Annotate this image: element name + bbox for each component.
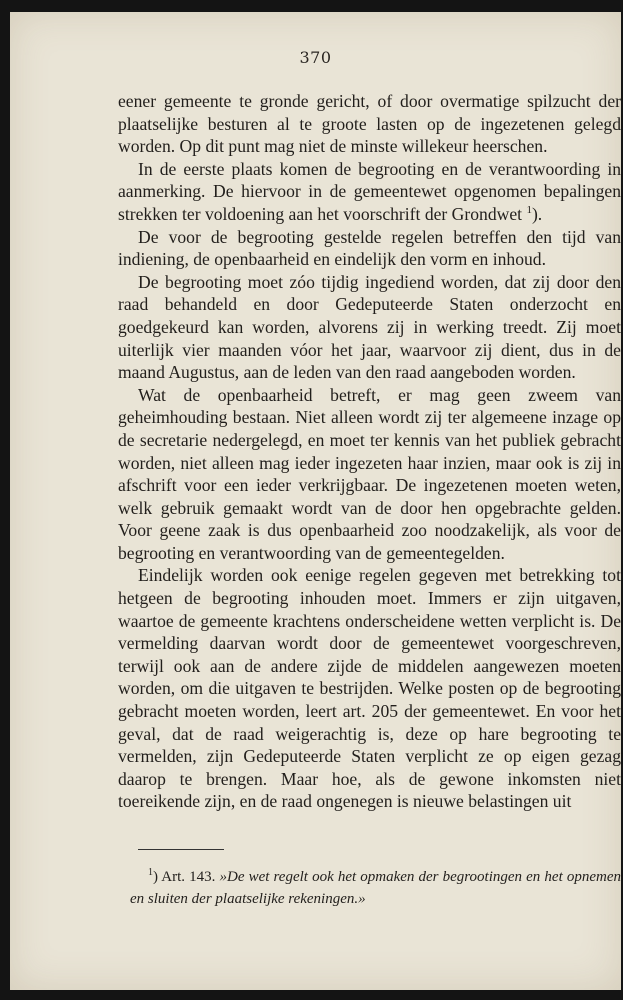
- page-number: 370: [299, 48, 332, 67]
- paragraph-2-text: In de eerste plaats komen de begrooting en de verantwoording in aanmerking. De hiervoor in de gemeentewet opgenomen bepalingen strekken ter voldoening aan het voorschrift der Grondwet: [118, 158, 621, 224]
- paragraph-3: De voor de begrooting gestelde regelen betreffen den tijd van indiening, de openbaarheid en eindelijk den vorm en inhoud.: [118, 226, 621, 270]
- footnote-text: »De wet regelt ook het opmaken der begrootingen en het opnemen en sluiten der plaatselijke rekeningen.»: [130, 869, 621, 907]
- paragraph-4: De begrooting moet zóo tijdig ingediend worden, dat zij door den raad behandeld en door Gedeputeerde Staten onderzocht en goedgekeurd kan worden, alvorens zij in werking treedt. Zij moet uiterlijk vier maanden vóor het jaar, waarvoor zij dient, dus in de maand Augustus, aan de leden van den raad aangeboden worden.: [118, 271, 621, 383]
- footnote-marker: 1: [148, 867, 153, 878]
- footnote-reference: 1: [526, 204, 532, 217]
- footnote-article: Art. 143.: [161, 869, 216, 885]
- paragraph-2: [118, 158, 621, 226]
- paragraph-5: Wat de openbaarheid betreft, er mag geen zweem van geheimhouding bestaan. Niet alleen wordt zij ter algemeene inzage op de secretarie nedergelegd, en moet ter kennis van het publiek gebracht worden, niet alleen mag ieder ingezeten haar inzien, maar ook is zij in afschrift voor een ieder verkrijgbaar. De ingezetenen moeten weten, welk gebruik gemaakt wordt van de door hen opgebrachte gelden. Voor geene zaak is dus openbaarheid zoo noodzakelijk, als voor de begrooting en verantwoording van de gemeentegelden.: [118, 384, 621, 563]
- footnote-marker-suffix: ): [153, 869, 158, 885]
- paragraph-6: Eindelijk worden ook eenige regelen gegeven met betrekking tot hetgeen de begrooting inhouden moet. Immers er zijn uitgaven, waartoe de gemeente krachtens onderscheidene wetten verplicht is. De vermelding daarvan wordt door de gemeentewet voorgeschreven, terwijl ook aan de andere zijde de middelen aangewezen moeten worden, om die uitgaven te bestrijden. Welke posten op de begrooting gebracht moeten worden, leert art. 205 der gemeentewet. En voor het geval, dat de raad weigerachtig is, deze op hare begrooting te vermelden, zijn Gedeputeerde Staten verplicht ze op eigen gezag daarop te brengen. Maar hoe, als de gewone inkomsten niet toereikende zijn, en de raad ongenegen is nieuwe belastingen uit: [118, 565, 621, 812]
- book-page: [10, 12, 621, 990]
- body-text: [118, 90, 621, 813]
- footnote: [130, 866, 621, 910]
- footnote-reference-suffix: ).: [531, 203, 543, 224]
- footnote-divider: [138, 849, 224, 850]
- paragraph-1: eener gemeente te gronde gericht, of door overmatige spilzucht der plaatselijke besturen al te groote lasten op de ingezetenen gelegd worden. Op dit punt mag niet de minste willekeur heerschen.: [118, 91, 621, 157]
